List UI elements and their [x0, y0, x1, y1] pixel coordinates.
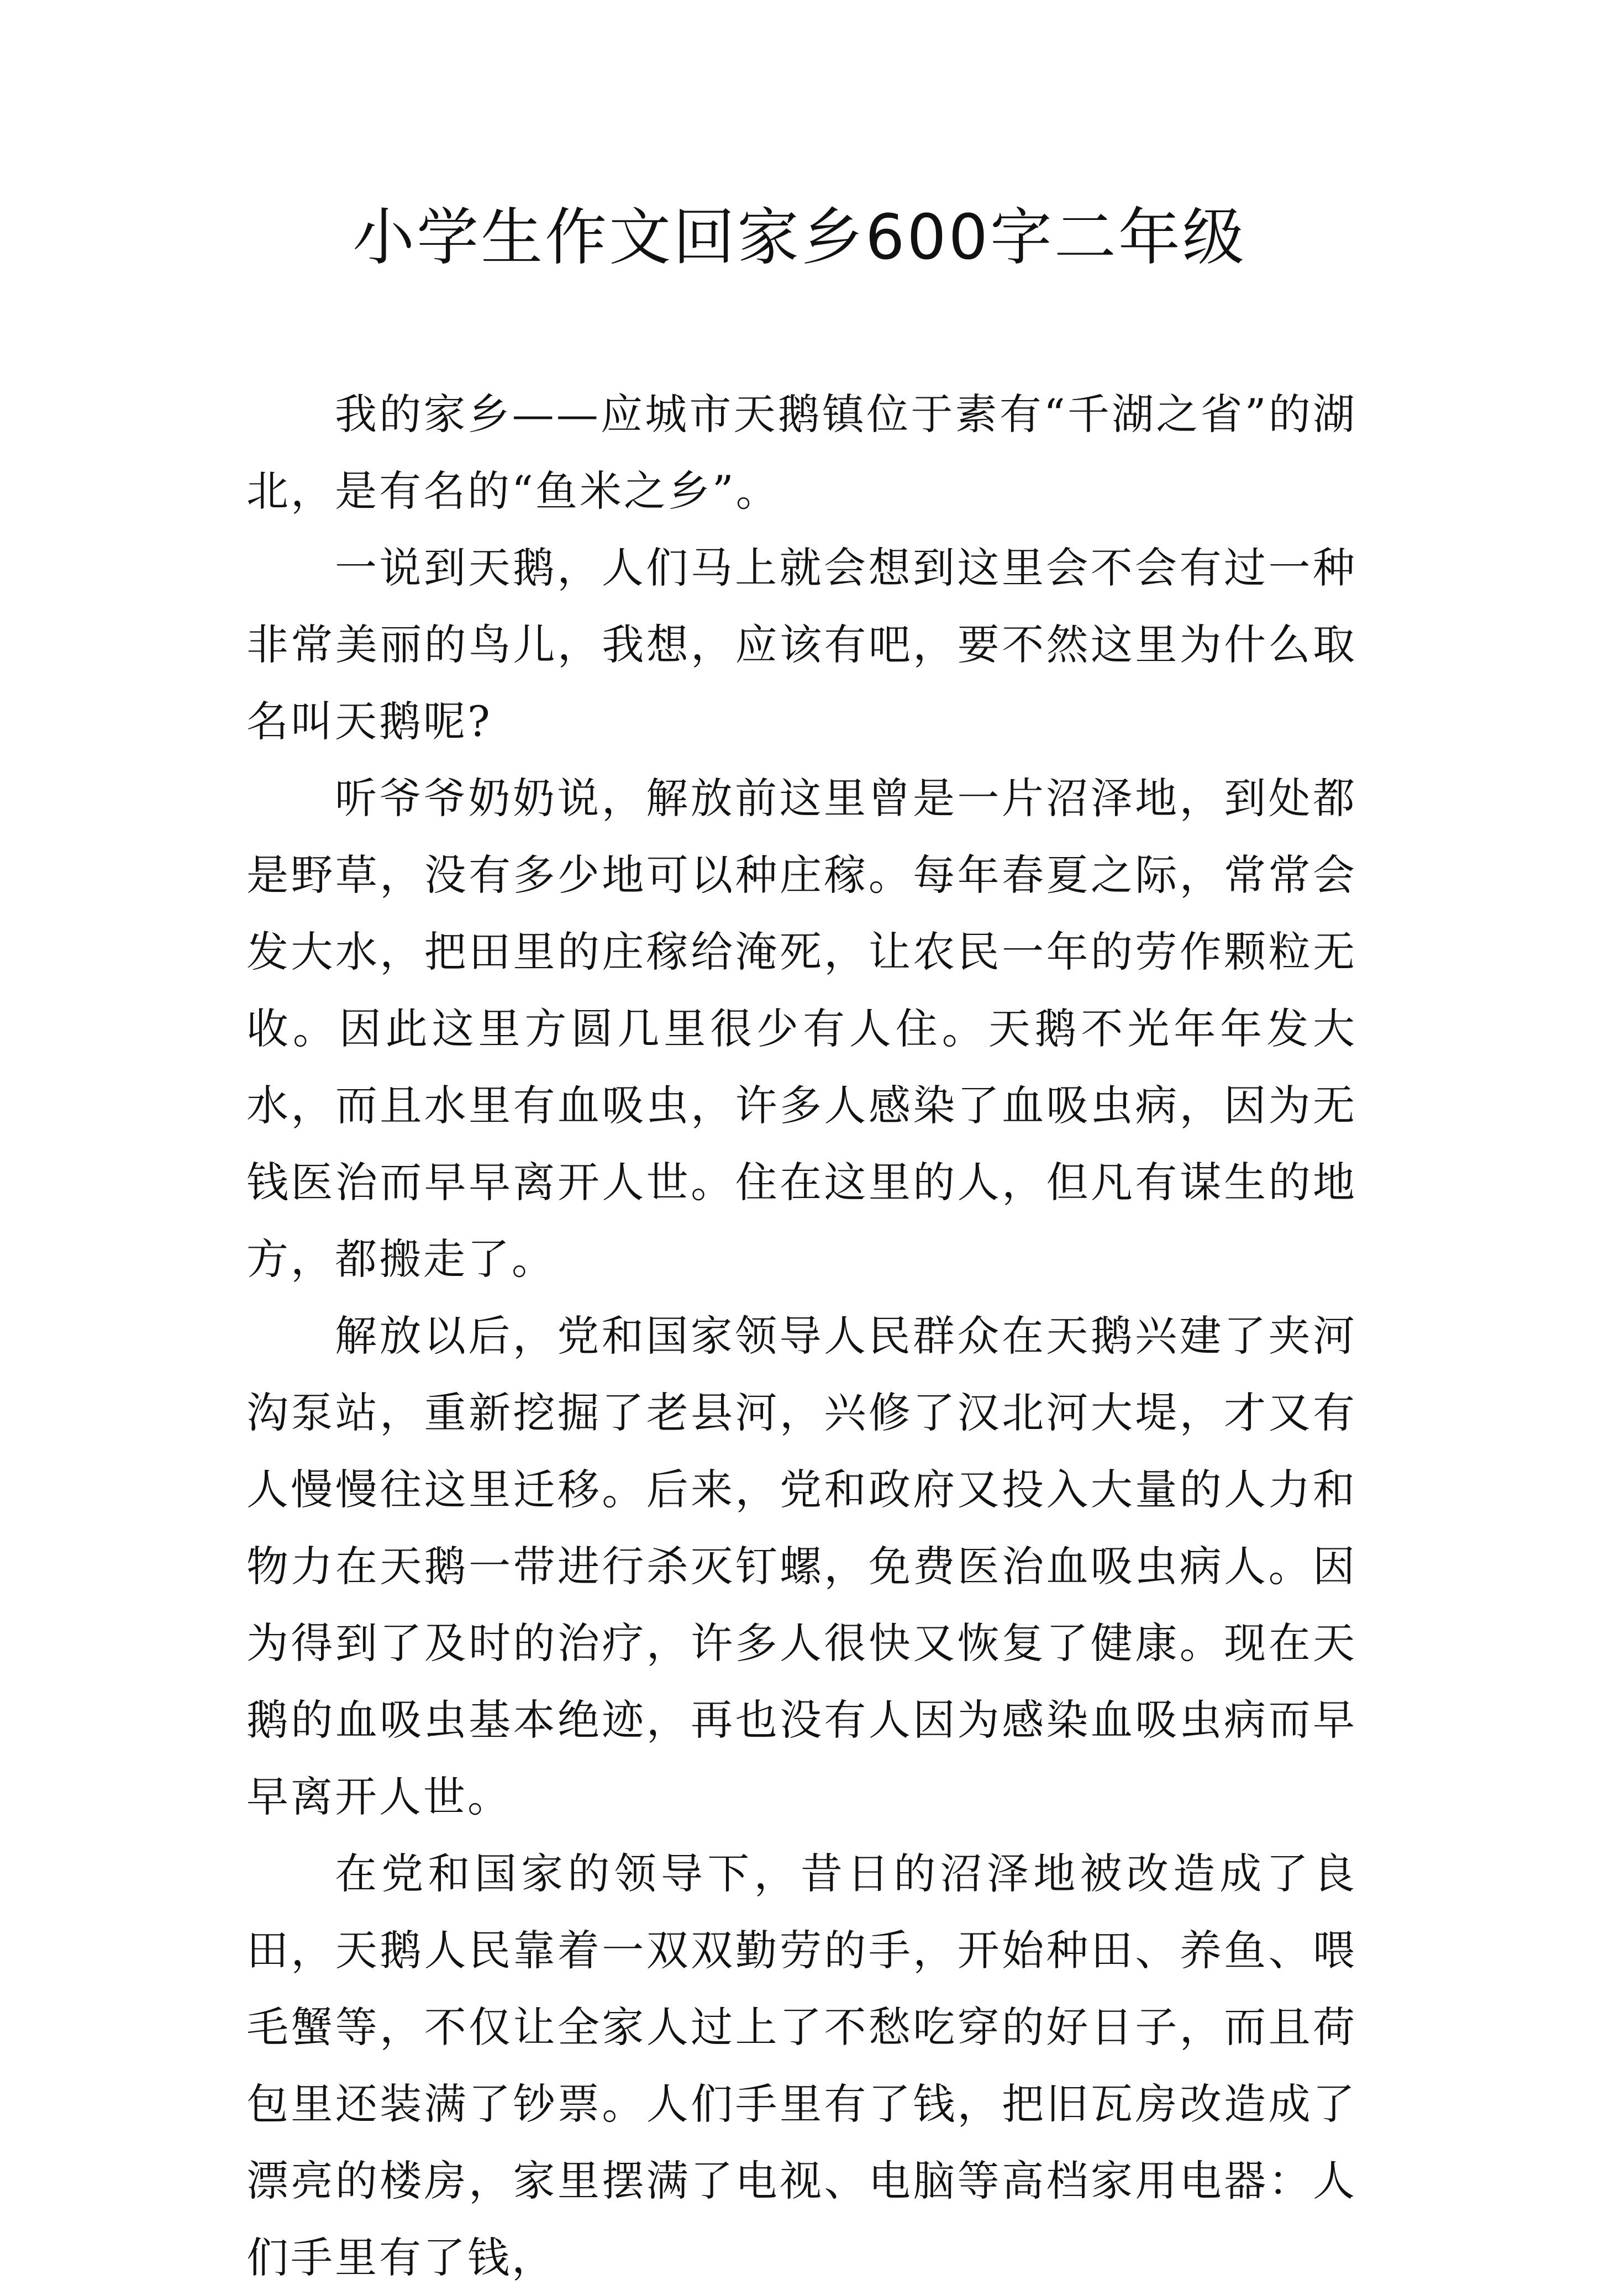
document-title: 小学生作文回家乡600字二年级: [353, 202, 1246, 274]
paragraph: 解放以后，党和国家领导人民群众在天鹅兴建了夹河沟泵站，重新挖掘了老县河，兴修了汉北河大堤，才又有人慢慢往这里迁移。后来，党和政府又投入大量的人力和物力在天鹅一带进行杀灭钉螺，免费医治血吸虫病人。因为得到了及时的治疗，许多人很快又恢复了健康。现在天鹅的血吸虫基本绝迹，再也没有人因为感染血吸虫病而早早离开人世。: [246, 1311, 1357, 1821]
document-body: [246, 376, 1357, 2296]
paragraph: 一说到天鹅，人们马上就会想到这里会不会有过一种非常美丽的鸟儿，我想，应该有吧，要不然这里为什么取名叫天鹅呢?: [246, 543, 1357, 746]
paragraph: 我的家乡——应城市天鹅镇位于素有“千湖之省”的湖北，是有名的“鱼米之乡”。: [246, 390, 1357, 516]
paragraph: 在党和国家的领导下，昔日的沼泽地被改造成了良田，天鹅人民靠着一双双勤劳的手，开始种田、养鱼、喂毛蟹等，不仅让全家人过上了不愁吃穿的好日子，而且荷包里还装满了钞票。人们手里有了钱，把旧瓦房改造成了漂亮的楼房，家里摆满了电视、电脑等高档家用电器：人们手里有了钱，: [246, 1849, 1357, 2282]
paragraph: 听爷爷奶奶说，解放前这里曾是一片沼泽地，到处都是野草，没有多少地可以种庄稼。每年春夏之际，常常会发大水，把田里的庄稼给淹死，让农民一年的劳作颗粒无收。因此这里方圆几里很少有人住。天鹅不光年年发大水，而且水里有血吸虫，许多人感染了血吸虫病，因为无钱医治而早早离开人世。住在这里的人，但凡有谋生的地方，都搬走了。: [246, 774, 1357, 1284]
